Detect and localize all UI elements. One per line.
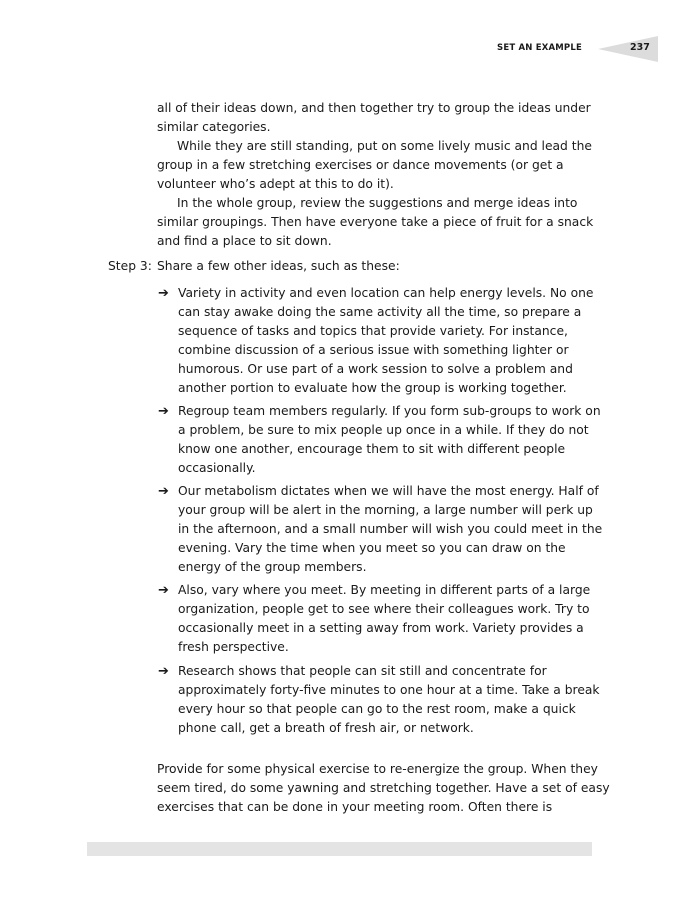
bullet-line: Variety in activity and even location can help energy levels. No one — [178, 286, 594, 300]
page-number: 237 — [630, 42, 650, 53]
arrow-bullet-icon: ➔ — [158, 286, 169, 301]
bullet-line: in the afternoon, and a small number will wish you could meet in the — [178, 522, 603, 536]
bullet-line: organization, people get to see where their colleagues work. Try to — [178, 602, 590, 616]
bullet-line: combine discussion of a serious issue with something lighter or — [178, 343, 569, 357]
running-title: SET AN EXAMPLE — [497, 43, 582, 53]
arrow-bullet-icon: ➔ — [158, 664, 169, 679]
arrow-bullet-icon: ➔ — [158, 583, 169, 598]
bullet-line: Also, vary where you meet. By meeting in different parts of a large — [178, 583, 591, 597]
text-line: seem tired, do some yawning and stretching together. Have a set of easy — [157, 781, 610, 795]
text-line: Provide for some physical exercise to re-energize the group. When they — [157, 762, 598, 776]
bullet-line: evening. Vary the time when you meet so you can draw on the — [178, 541, 566, 555]
bullet-line: another portion to evaluate how the group is working together. — [178, 381, 567, 395]
text-line: and find a place to sit down. — [157, 234, 332, 248]
bullet-line: phone call, get a breath of fresh air, or network. — [178, 721, 474, 735]
text-line: exercises that can be done in your meeting room. Often there is — [157, 800, 553, 814]
bullet-line: every hour so that people can go to the rest room, make a quick — [178, 702, 576, 716]
text-line: similar categories. — [157, 120, 271, 134]
text-line: similar groupings. Then have everyone take a piece of fruit for a snack — [157, 215, 594, 229]
footer-bar — [87, 842, 592, 856]
text-line: group in a few stretching exercises or dance movements (or get a — [157, 158, 564, 172]
arrow-bullet-icon: ➔ — [158, 404, 169, 419]
arrow-bullet-icon: ➔ — [158, 484, 169, 499]
bullet-line: approximately forty-five minutes to one hour at a time. Take a break — [178, 683, 600, 697]
bullet-line: sequence of tasks and topics that provide variety. For instance, — [178, 324, 568, 338]
bullet-line: humorous. Or use part of a work session to solve a problem and — [178, 362, 573, 376]
bullet-line: occasionally. — [178, 461, 256, 475]
step-label: Step 3: — [108, 259, 152, 273]
bullet-line: your group will be alert in the morning, a large number will perk up — [178, 503, 593, 517]
bullet-line: occasionally meet in a setting away from work. Variety provides a — [178, 621, 584, 635]
bullet-line: Research shows that people can sit still and concentrate for — [178, 664, 547, 678]
step-text: Share a few other ideas, such as these: — [157, 259, 400, 273]
text-line: In the whole group, review the suggestions and merge ideas into — [177, 196, 578, 210]
bullet-line: energy of the group members. — [178, 560, 367, 574]
bullet-line: Regroup team members regularly. If you form sub-groups to work on — [178, 404, 601, 418]
bullet-line: can stay awake doing the same activity all the time, so prepare a — [178, 305, 582, 319]
text-line: volunteer who’s adept at this to do it). — [157, 177, 394, 191]
bullet-line: Our metabolism dictates when we will have the most energy. Half of — [178, 484, 599, 498]
bullet-line: fresh perspective. — [178, 640, 289, 654]
bullet-line: a problem, be sure to mix people up once in a while. If they do not — [178, 423, 589, 437]
text-line: While they are still standing, put on some lively music and lead the — [177, 139, 592, 153]
text-line: all of their ideas down, and then together try to group the ideas under — [157, 101, 591, 115]
bullet-line: know one another, encourage them to sit with different people — [178, 442, 566, 456]
